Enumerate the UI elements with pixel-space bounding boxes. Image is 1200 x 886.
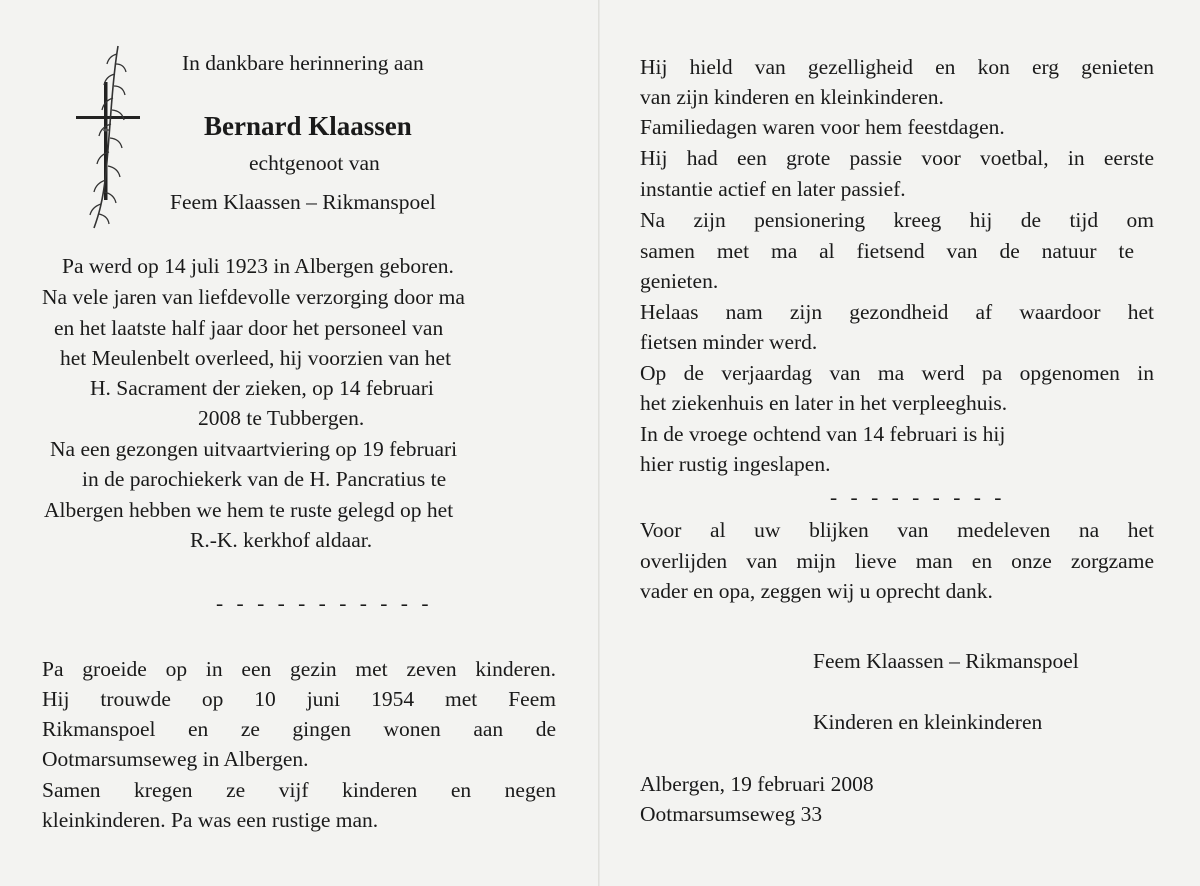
relation-text: echtgenoot van: [249, 151, 380, 175]
signature-family: Kinderen en kleinkinderen: [813, 710, 1043, 734]
para-line: instantie actief en later passief.: [640, 177, 906, 201]
bio-line: Ootmarsumseweg in Albergen.: [42, 747, 309, 771]
bio-line: 2008 te Tubbergen.: [198, 406, 365, 430]
bio-line: en het laatste half jaar door het personeel van: [54, 316, 444, 340]
para-line: Op de verjaardag van ma werd pa opgenomen in: [640, 361, 1154, 385]
para-line: Na zijn pensionering kreeg hij de tijd om: [640, 208, 1154, 232]
bio-line: R.-K. kerkhof aldaar.: [190, 528, 373, 552]
bio-line: Pa groeide op in een gezin met zeven kinderen.: [42, 657, 556, 681]
right-panel: [600, 0, 1200, 886]
bio-line: Rikmanspoel en ze gingen wonen aan de: [42, 717, 556, 741]
para-line: In de vroege ochtend van 14 februari is hij: [640, 422, 1006, 446]
para-line: genieten.: [640, 269, 719, 293]
signature-spouse: Feem Klaassen – Rikmanspoel: [813, 649, 1079, 673]
para-line: van zijn kinderen en kleinkinderen.: [640, 85, 944, 109]
place-date: Albergen, 19 februari 2008: [640, 772, 874, 796]
thanks-line: Voor al uw blijken van medeleven na het: [640, 518, 1154, 542]
divider: - - - - - - - - - - -: [216, 591, 433, 615]
para-line: fietsen minder werd.: [640, 330, 818, 354]
para-line: hier rustig ingeslapen.: [640, 452, 831, 476]
bio-line: Hij trouwde op 10 juni 1954 met Feem: [42, 687, 556, 711]
bio-line: kleinkinderen. Pa was een rustige man.: [42, 808, 379, 832]
para-line: Familiedagen waren voor hem feestdagen.: [640, 115, 1005, 139]
bio-line: het Meulenbelt overleed, hij voorzien van het: [60, 346, 452, 370]
left-panel: [0, 0, 598, 886]
bio-line: Na vele jaren van liefdevolle verzorging door ma: [42, 285, 465, 309]
bio-line: H. Sacrament der zieken, op 14 februari: [90, 376, 434, 400]
para-line: het ziekenhuis en later in het verpleeghuis.: [640, 391, 1008, 415]
thanks-line: overlijden van mijn lieve man en onze zorgzame: [640, 549, 1154, 573]
thanks-line: vader en opa, zeggen wij u oprecht dank.: [640, 579, 993, 603]
para-line: Hij hield van gezelligheid en kon erg genieten: [640, 55, 1154, 79]
address: Ootmarsumseweg 33: [640, 802, 823, 826]
bio-line: Albergen hebben we hem te ruste gelegd op het: [44, 498, 454, 522]
para-line: Helaas nam zijn gezondheid af waardoor het: [640, 300, 1154, 324]
para-line: samen met ma al fietsend van de natuur te: [640, 239, 1134, 263]
deceased-name: Bernard Klaassen: [204, 111, 412, 141]
intro-text: In dankbare herinnering aan: [182, 51, 424, 75]
divider: - - - - - - - - -: [830, 485, 1006, 509]
bio-line: Pa werd op 14 juli 1923 in Albergen geboren.: [62, 254, 454, 278]
bio-line: Na een gezongen uitvaartviering op 19 februari: [50, 437, 458, 461]
bio-line: in de parochiekerk van de H. Pancratius te: [82, 467, 447, 491]
para-line: Hij had een grote passie voor voetbal, in eerste: [640, 146, 1154, 170]
spouse-name: Feem Klaassen – Rikmanspoel: [170, 190, 436, 214]
bio-line: Samen kregen ze vijf kinderen en negen: [42, 778, 556, 802]
